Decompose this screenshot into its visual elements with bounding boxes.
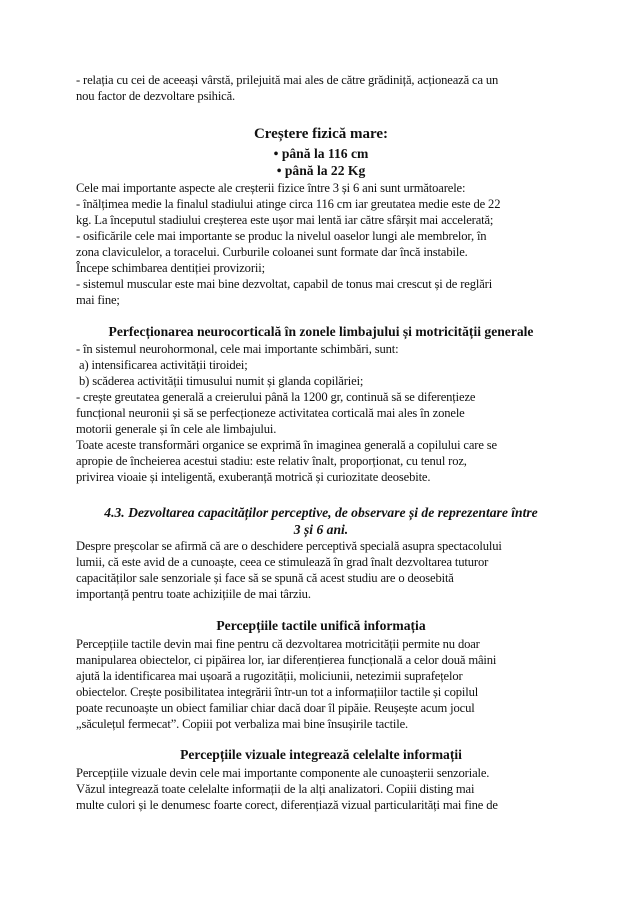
text-line: motorii generale și în cele ale limbajului. (76, 422, 277, 436)
text-line: Percepțiile tactile devin mai fine pentru că dezvoltarea motricității permite nu doar (76, 637, 480, 651)
text-line: poate recunoaște un obiect familiar chiar dacă doar îl pipăie. Reușește acum jocul (76, 701, 475, 715)
text-line: - sistemul muscular este mai bine dezvoltat, capabil de tonus mai crescut și de reglări (76, 277, 493, 291)
text-line: „săculețul fermecat”. Copiii pot verbaliza mai bine însușirile tactile. (76, 717, 409, 731)
text-line: Percepțiile vizuale devin cele mai importante componente ale cunoașterii senzoriale. (76, 766, 490, 780)
text-line: apropie de încheierea acestui stadiu: este relativ înalt, proporționat, cu tenul roz, (76, 454, 467, 468)
text-line: kg. La începutul stadiului creșterea este ușor mai lentă iar către sfârșit mai accelerată; (76, 213, 494, 227)
text-line: Despre preșcolar se afirmă că are o deschidere perceptivă specială asupra spectacolului (76, 539, 502, 553)
bullet-weight: • până la 22 Kg (276, 163, 366, 178)
text-line: lumii, că este avid de a cunoaște, ceea ce stimulează în grad înalt dezvoltarea tuturor (76, 555, 489, 569)
text-line: obiectelor. Crește posibilitatea integrării într-un tot a informațiilor tactile și copilul (76, 685, 479, 699)
text-line: - în sistemul neurohormonal, cele mai importante schimbări, sunt: (76, 342, 399, 356)
text-line: mai fine; (76, 293, 120, 307)
text-line: funcțional neuronii și să se perfecționeze activitatea corticală mai ales în zonele (76, 406, 465, 420)
text-line: - înălțimea medie la finalul stadiului atinge circa 116 cm iar greutatea medie este de 22 (76, 197, 501, 211)
text-line: multe culori și le denumesc foarte corect, diferențiază vizual particularități mai fine de (76, 798, 498, 812)
heading-visual: Percepțiile vizuale integrează celelalte informații (180, 747, 462, 762)
text-line: privirea vioaie și inteligentă, exuberanță motrică și curiozitate deosebite. (76, 470, 431, 484)
section-heading-4-3: 4.3. Dezvoltarea capacităților perceptive, de observare și de reprezentare între (104, 505, 538, 520)
heading-physical-growth: Creștere fizică mare: (253, 126, 389, 142)
text-line: - osificările cele mai importante se produc la nivelul oaselor lungi ale membrelor, în (76, 229, 487, 243)
text-line: - crește greutatea generală a creierului până la 1200 gr, continuă să se diferențieze (76, 390, 476, 404)
text-line: ajută la identificarea mai ușoară a rugozității, moliciunii, netezimii suprafețelor (76, 669, 463, 683)
text-line: Începe schimbarea dentiției provizorii; (76, 261, 265, 275)
bullet-height: • până la 116 cm (273, 146, 369, 161)
text-line: a) intensificarea activității tiroidei; (76, 358, 248, 372)
text-line: Toate aceste transformări organice se exprimă în imaginea generală a copilului care se (76, 438, 497, 452)
text-line: capacităților sale senzoriale și face să se spună că acest studiu are o deosebită (76, 571, 454, 585)
text-line: Văzul integrează toate celelalte informații de la alți analizatori. Copiii disting mai (76, 782, 475, 796)
text-line: b) scăderea activității timusului numit și glanda copilăriei; (76, 374, 364, 388)
text-line: - relația cu cei de aceeași vârstă, prilejuită mai ales de către grădiniță, acționează ca un (76, 73, 499, 87)
heading-tactile: Percepțiile tactile unifică informația (216, 618, 426, 633)
text-line: nou factor de dezvoltare psihică. (76, 89, 236, 103)
heading-neurocortical: Perfecționarea neurocorticală în zonele limbajului și motricității generale (108, 324, 534, 339)
text-line: Cele mai importante aspecte ale creșterii fizice între 3 și 6 ani sunt următoarele: (76, 181, 466, 195)
text-line: manipularea obiectelor, ci pipăirea lor, iar diferențierea funcțională a celor două mâini (76, 653, 497, 667)
section-heading-4-3-cont: 3 și 6 ani. (293, 522, 349, 537)
text-line: importanță pentru toate achizițiile de mai târziu. (76, 587, 311, 601)
text-line: zona claviculelor, a toracelui. Curburile coloanei sunt formate dar încă instabile. (76, 245, 468, 259)
